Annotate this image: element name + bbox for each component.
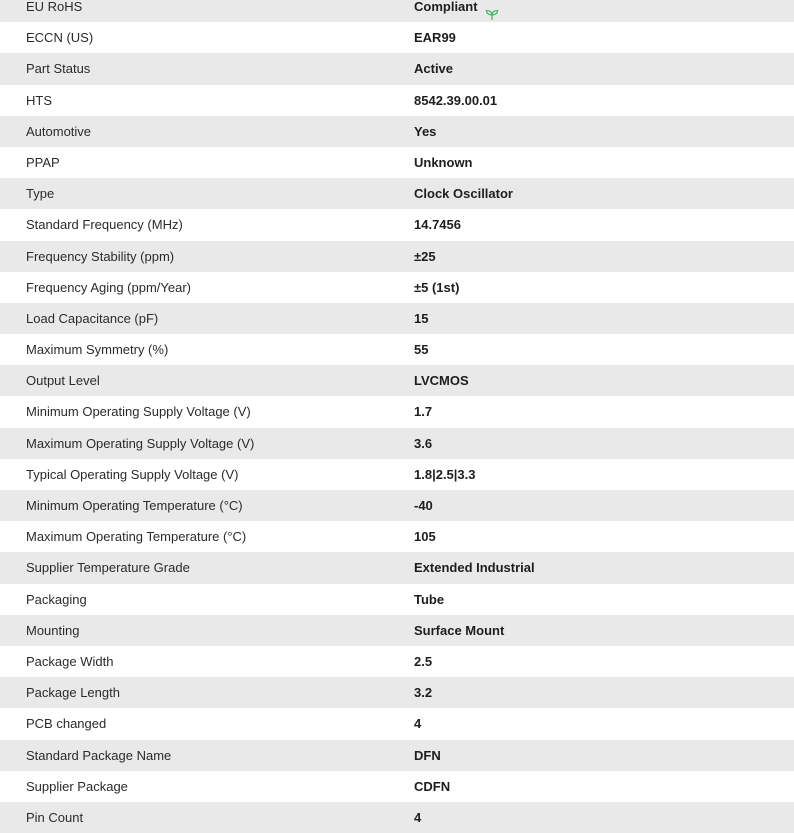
spec-label: Maximum Operating Temperature (°C): [26, 529, 247, 545]
spec-value: 15: [414, 310, 429, 326]
spec-label: Minimum Operating Supply Voltage (V): [26, 404, 251, 420]
spec-value: Compliant: [414, 0, 478, 14]
spec-value: Extended Industrial: [414, 560, 535, 576]
spec-label: Maximum Symmetry (%): [26, 342, 169, 358]
spec-value: 105: [414, 529, 436, 545]
spec-row-supplier-package: [0, 771, 794, 802]
spec-label: Load Capacitance (pF): [26, 310, 159, 326]
spec-label: Packaging: [26, 591, 87, 607]
spec-label: Minimum Operating Temperature (°C): [26, 498, 243, 513]
spec-label: Automotive: [26, 123, 92, 139]
spec-row-eu-rohs: [0, 0, 794, 22]
spec-row-standard-frequency: [0, 209, 794, 240]
spec-row-min-supply-voltage: [0, 396, 794, 427]
spec-value: Tube: [414, 591, 445, 607]
spec-label: Package Length: [26, 685, 120, 701]
spec-row-package-width: [0, 646, 794, 677]
spec-label: Standard Frequency (MHz): [26, 217, 183, 233]
spec-value: 4: [414, 716, 422, 732]
spec-value: 8542.39.00.01: [414, 92, 498, 108]
spec-row-load-capacitance: [0, 303, 794, 334]
spec-label: Supplier Temperature Grade: [26, 560, 190, 576]
spec-label: Standard Package Name: [26, 747, 172, 763]
spec-value: 2.5: [414, 653, 433, 669]
spec-label: Package Width: [26, 653, 114, 669]
spec-value: -40: [414, 498, 433, 513]
spec-label: Frequency Aging (ppm/Year): [26, 279, 192, 295]
spec-row-eccn: [0, 22, 794, 53]
spec-value: ±25: [414, 248, 436, 264]
spec-row-standard-package-name: [0, 740, 794, 771]
spec-label: Typical Operating Supply Voltage (V): [26, 466, 239, 482]
spec-value: 1.7: [414, 404, 433, 420]
spec-value: Clock Oscillator: [414, 186, 513, 202]
spec-row-type: [0, 178, 794, 209]
spec-label: Maximum Operating Supply Voltage (V): [26, 435, 255, 451]
spec-value: CDFN: [414, 778, 451, 794]
spec-row-max-supply-voltage: [0, 428, 794, 459]
spec-row-mounting: [0, 615, 794, 646]
spec-label: Supplier Package: [26, 778, 128, 794]
spec-row-packaging: [0, 584, 794, 615]
spec-value: LVCMOS: [414, 373, 469, 389]
spec-row-frequency-stability: [0, 241, 794, 272]
spec-label: PPAP: [26, 154, 60, 170]
spec-value: 3.6: [414, 435, 433, 451]
spec-value: 14.7456: [414, 217, 461, 233]
spec-row-pcb-changed: [0, 708, 794, 739]
eco-leaf-icon: [485, 1, 499, 13]
spec-label: Frequency Stability (ppm): [26, 248, 175, 264]
spec-label: PCB changed: [26, 716, 107, 732]
spec-label: Type: [26, 186, 55, 202]
spec-label: ECCN (US): [26, 30, 94, 46]
spec-value: Unknown: [414, 154, 473, 170]
spec-value-wrapper: [414, 0, 499, 22]
spec-value: 3.2: [414, 685, 433, 701]
spec-value: Active: [414, 61, 454, 77]
spec-value: DFN: [414, 747, 441, 763]
spec-value: 1.8|2.5|3.3: [414, 466, 476, 482]
spec-row-ppap: [0, 147, 794, 178]
spec-row-package-length: [0, 677, 794, 708]
spec-row-supplier-temperature-grade: [0, 552, 794, 583]
spec-value: ±5 (1st): [414, 279, 460, 295]
spec-label: Output Level: [26, 373, 100, 389]
spec-label: Part Status: [26, 61, 91, 77]
spec-row-frequency-aging: [0, 272, 794, 303]
spec-row-max-operating-temperature: [0, 521, 794, 552]
spec-value: Surface Mount: [414, 622, 505, 638]
spec-label: EU RoHS: [26, 0, 83, 14]
spec-row-automotive: [0, 116, 794, 147]
spec-row-pin-count: [0, 802, 794, 833]
spec-row-hts: [0, 85, 794, 116]
spec-label: Mounting: [26, 622, 80, 638]
spec-row-min-operating-temperature: [0, 490, 794, 521]
spec-row-output-level: [0, 365, 794, 396]
spec-row-part-status: [0, 53, 794, 84]
spec-label: Pin Count: [26, 809, 84, 825]
spec-label: HTS: [26, 92, 52, 108]
spec-row-typical-supply-voltage: [0, 459, 794, 490]
spec-row-maximum-symmetry: [0, 334, 794, 365]
spec-value: EAR99: [414, 30, 456, 46]
spec-value: Yes: [414, 123, 437, 139]
spec-value: 55: [414, 342, 429, 358]
spec-value: 4: [414, 809, 422, 825]
